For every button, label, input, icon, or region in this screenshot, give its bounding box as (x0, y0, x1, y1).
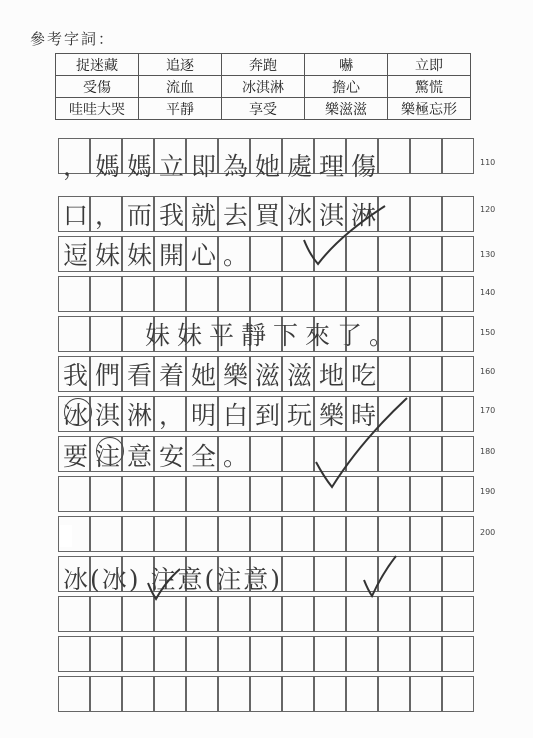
line-number: 160 (480, 367, 496, 376)
grid-cell (410, 676, 442, 712)
grid-cell (314, 516, 346, 552)
grid-cell (250, 636, 282, 672)
grid-cell (314, 556, 346, 592)
reference-word: 流血 (139, 76, 222, 98)
grid-cell (122, 676, 154, 712)
grid-cell (186, 596, 218, 632)
grid-cell (282, 676, 314, 712)
handwritten-line: 我們看着她樂滋滋地吃 (63, 361, 384, 390)
correction-smudge (60, 525, 72, 547)
grid-cell (282, 636, 314, 672)
grid-cell (346, 636, 378, 672)
reference-word: 追逐 (139, 54, 222, 76)
grid-cell (442, 596, 474, 632)
reference-row (56, 98, 471, 120)
grid-cell (58, 636, 90, 672)
grid-cell (314, 636, 346, 672)
line-number: 170 (480, 406, 496, 415)
grid-cell (282, 276, 314, 312)
grid-cell (90, 476, 122, 512)
grid-cell (346, 516, 378, 552)
grid-cell (410, 636, 442, 672)
grid-cell (154, 516, 186, 552)
grid-cell (410, 516, 442, 552)
line-number: 140 (480, 288, 496, 297)
grid-cell (442, 556, 474, 592)
check-mark-icon (360, 552, 400, 602)
reference-word: 擔心 (305, 76, 388, 98)
grid-row (58, 276, 474, 312)
grid-cell (58, 476, 90, 512)
correction-circle (64, 398, 92, 426)
grid-cell (410, 316, 442, 352)
grid-cell (314, 596, 346, 632)
grid-cell (90, 276, 122, 312)
grid-cell (442, 476, 474, 512)
grid-cell (282, 556, 314, 592)
handwritten-line: 冰淇淋，明白到玩樂時 (63, 401, 384, 430)
grid-cell (442, 196, 474, 232)
correction-line: 冰(冰) 注意(注意) (63, 565, 282, 594)
grid-cell (410, 436, 442, 472)
reference-word: 立即 (388, 54, 471, 76)
grid-row (58, 636, 474, 672)
grid-cell (250, 596, 282, 632)
grid-cell (442, 276, 474, 312)
grid-cell (314, 276, 346, 312)
grid-cell (442, 396, 474, 432)
line-number: 110 (480, 158, 496, 167)
line-number: 180 (480, 447, 496, 456)
grid-cell (90, 636, 122, 672)
line-number: 120 (480, 205, 496, 214)
reference-word: 冰淇淋 (222, 76, 305, 98)
grid-cell (58, 676, 90, 712)
reference-row (56, 76, 471, 98)
grid-cell (410, 196, 442, 232)
grid-cell (442, 676, 474, 712)
grid-cell (282, 516, 314, 552)
grid-cell (90, 316, 122, 352)
grid-cell (218, 276, 250, 312)
grid-cell (346, 676, 378, 712)
grid-cell (154, 676, 186, 712)
grid-cell (410, 356, 442, 392)
grid-cell (58, 276, 90, 312)
grid-cell (410, 276, 442, 312)
grid-cell (250, 516, 282, 552)
reference-word: 平靜 (139, 98, 222, 120)
line-number: 150 (480, 328, 496, 337)
check-mark-icon (312, 392, 412, 492)
grid-cell (282, 596, 314, 632)
reference-word: 受傷 (56, 76, 139, 98)
grid-cell (90, 596, 122, 632)
grid-cell (410, 556, 442, 592)
grid-cell (410, 476, 442, 512)
grid-cell (122, 476, 154, 512)
reference-words-label: 參考字詞： (30, 30, 116, 48)
grid-row (58, 676, 474, 712)
grid-cell (58, 596, 90, 632)
grid-cell (410, 396, 442, 432)
grid-cell (442, 138, 474, 174)
grid-cell (442, 316, 474, 352)
grid-cell (410, 236, 442, 272)
reference-word: 捉迷藏 (56, 54, 139, 76)
grid-cell (122, 516, 154, 552)
grid-cell (442, 436, 474, 472)
grid-cell (218, 636, 250, 672)
handwritten-line: 要注意安全。 (63, 442, 256, 471)
line-number: 200 (480, 528, 496, 537)
reference-word: 享受 (222, 98, 305, 120)
handwritten-line: 妹妹平靜下來了。 (145, 321, 402, 350)
grid-cell (250, 476, 282, 512)
grid-cell (186, 276, 218, 312)
grid-cell (122, 636, 154, 672)
grid-cell (186, 676, 218, 712)
grid-cell (218, 596, 250, 632)
handwritten-line: 逗妹妹開心。 (63, 241, 256, 270)
check-mark-icon (144, 565, 184, 605)
grid-row (58, 516, 474, 552)
handwritten-line: ，媽媽立即為她處理傷 (63, 152, 384, 181)
handwritten-line: 口，而我就去買冰淇淋 (63, 201, 384, 230)
grid-cell (282, 436, 314, 472)
grid-cell (154, 636, 186, 672)
line-number: 190 (480, 487, 496, 496)
grid-cell (154, 276, 186, 312)
reference-word: 奔跑 (222, 54, 305, 76)
grid-cell (90, 516, 122, 552)
reference-word: 樂極忘形 (388, 98, 471, 120)
reference-word: 樂滋滋 (305, 98, 388, 120)
grid-cell (58, 316, 90, 352)
grid-cell (186, 516, 218, 552)
grid-cell (442, 356, 474, 392)
check-mark-icon (300, 200, 390, 270)
grid-cell (346, 276, 378, 312)
reference-words-table (55, 53, 471, 120)
grid-cell (186, 636, 218, 672)
grid-cell (442, 236, 474, 272)
grid-cell (154, 476, 186, 512)
grid-cell (218, 476, 250, 512)
correction-circle (96, 437, 124, 465)
grid-cell (442, 636, 474, 672)
reference-row (56, 54, 471, 76)
grid-cell (378, 276, 410, 312)
grid-cell (90, 676, 122, 712)
grid-cell (282, 476, 314, 512)
grid-cell (378, 676, 410, 712)
reference-word: 驚慌 (388, 76, 471, 98)
grid-cell (218, 516, 250, 552)
reference-word: 嚇 (305, 54, 388, 76)
grid-cell (442, 516, 474, 552)
grid-cell (378, 636, 410, 672)
grid-cell (218, 676, 250, 712)
grid-cell (250, 676, 282, 712)
grid-cell (378, 516, 410, 552)
grid-row (58, 596, 474, 632)
grid-cell (186, 476, 218, 512)
grid-cell (410, 138, 442, 174)
grid-cell (122, 276, 154, 312)
reference-word: 哇哇大哭 (56, 98, 139, 120)
line-number: 130 (480, 250, 496, 259)
grid-cell (314, 676, 346, 712)
grid-cell (250, 276, 282, 312)
grid-cell (410, 596, 442, 632)
